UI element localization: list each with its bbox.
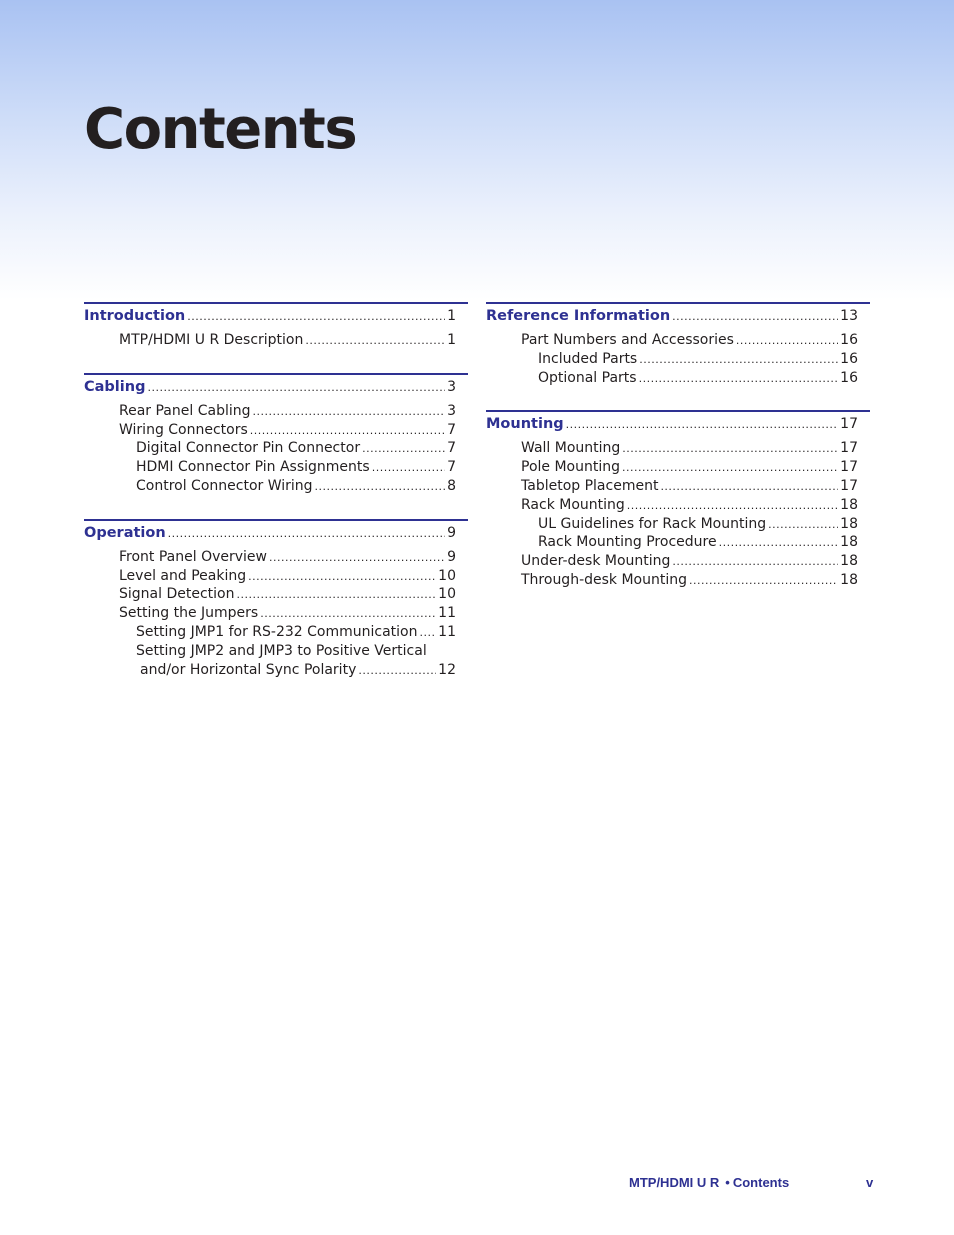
toc-subitem[interactable]: HDMI Connector Pin Assignments ..... 7 (84, 458, 456, 477)
toc-section-reference-information (486, 302, 870, 387)
toc-left-column (84, 302, 468, 702)
toc-heading-introduction[interactable]: Introduction ..... 1 (84, 304, 456, 329)
toc-subitem[interactable]: Included Parts ..... 16 (486, 350, 858, 369)
toc-subitem-line1[interactable]: Setting JMP2 and JMP3 to Positive Vertical (136, 642, 427, 659)
toc-section-introduction (84, 302, 468, 350)
toc-item[interactable]: Level and Peaking ..... 10 (84, 567, 456, 586)
toc-heading-operation[interactable]: Operation ..... 9 (84, 521, 456, 546)
footer-product: MTP/HDMI U R (629, 1175, 720, 1190)
toc-subitem[interactable]: Optional Parts ..... 16 (486, 369, 858, 388)
toc-item[interactable]: Front Panel Overview ..... 9 (84, 548, 456, 567)
toc-item[interactable]: Pole Mounting ..... 17 (486, 458, 858, 477)
toc-subitem[interactable]: Digital Connector Pin Connector ..... 7 (84, 439, 456, 458)
footer-running-head (629, 1175, 789, 1190)
toc-item[interactable]: Wiring Connectors ..... 7 (84, 421, 456, 440)
footer-page-number: v (866, 1175, 874, 1190)
toc-item[interactable]: Rear Panel Cabling ..... 3 (84, 402, 456, 421)
toc-section-mounting (486, 410, 870, 589)
toc-section-cabling (84, 373, 468, 496)
toc-item[interactable]: Rack Mounting ..... 18 (486, 496, 858, 515)
page-title: Contents (84, 97, 357, 162)
toc-item[interactable]: MTP/HDMI U R Description ..... 1 (84, 331, 456, 350)
toc-right-column (486, 302, 870, 613)
toc-subitem[interactable]: and/or Horizontal Sync Polarity ..... 12 (84, 661, 456, 680)
toc-item[interactable]: Through-desk Mounting ..... 18 (486, 571, 858, 590)
toc-item[interactable]: Signal Detection ..... 10 (84, 585, 456, 604)
toc-heading-mounting[interactable]: Mounting ..... 17 (486, 412, 858, 437)
toc-heading-reference-information[interactable]: Reference Information ..... 13 (486, 304, 858, 329)
footer-separator: • (725, 1175, 730, 1190)
toc-item[interactable]: Tabletop Placement ..... 17 (486, 477, 858, 496)
toc-item[interactable]: Setting the Jumpers ..... 11 (84, 604, 456, 623)
toc-subitem[interactable]: Setting JMP1 for RS-232 Communication ..... 11 (84, 623, 456, 642)
toc-item[interactable]: Wall Mounting ..... 17 (486, 439, 858, 458)
toc-item[interactable]: Part Numbers and Accessories ..... 16 (486, 331, 858, 350)
toc-heading-cabling[interactable]: Cabling ..... 3 (84, 375, 456, 400)
toc-section-operation (84, 519, 468, 680)
footer-section: Contents (732, 1175, 790, 1190)
toc-subitem[interactable]: UL Guidelines for Rack Mounting ..... 18 (486, 515, 858, 534)
toc-subitem[interactable]: Rack Mounting Procedure ..... 18 (486, 533, 858, 552)
toc-subitem[interactable]: Control Connector Wiring ..... 8 (84, 477, 456, 496)
toc-item[interactable]: Under-desk Mounting ..... 18 (486, 552, 858, 571)
